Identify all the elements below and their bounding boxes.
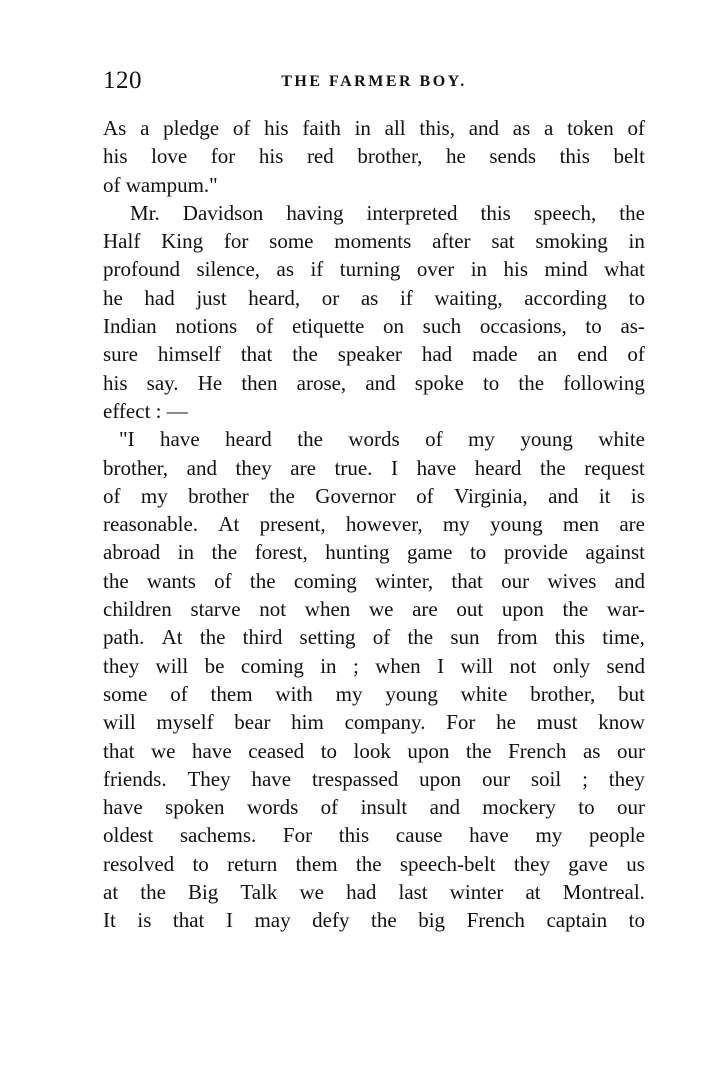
text-line: of wampum." xyxy=(103,172,218,197)
text-line: effect : — xyxy=(103,398,188,423)
text-line: they will be coming in ; when I will not only send xyxy=(103,653,645,678)
text-line: Mr. Davidson having interpreted this speech, the xyxy=(130,200,645,225)
text-line: profound silence, as if turning over in his mind what xyxy=(103,257,645,282)
text-line: of my brother the Governor of Virginia, and it is xyxy=(103,483,645,508)
text-line: his say. He then arose, and spoke to the following xyxy=(103,370,645,395)
text-line: resolved to return them the speech-belt they gave us xyxy=(103,851,645,876)
text-line: friends. They have trespassed upon our soil ; they xyxy=(103,766,645,791)
text-line: path. At the third setting of the sun from this time, xyxy=(103,625,645,650)
text-line: oldest sachems. For this cause have my people xyxy=(103,823,645,848)
text-line: abroad in the forest, hunting game to provide against xyxy=(103,540,645,565)
text-line: Indian notions of etiquette on such occasions, to as- xyxy=(103,314,645,339)
text-line: his love for his red brother, he sends this belt xyxy=(103,144,645,169)
page-number: 120 xyxy=(103,67,142,94)
text-line: "I have heard the words of my young white xyxy=(119,427,645,452)
text-line: Half King for some moments after sat smoking in xyxy=(103,229,645,254)
text-line: reasonable. At present, however, my young men are xyxy=(103,512,645,537)
running-head: THE FARMER BOY. xyxy=(281,73,467,90)
text-line: As a pledge of his faith in all this, and as a token of xyxy=(103,116,645,140)
text-line: brother, and they are true. I have heard the request xyxy=(103,455,645,480)
text-line: the wants of the coming winter, that our wives and xyxy=(103,568,645,593)
text-line: It is that I may defy the big French captain to xyxy=(103,908,645,933)
page-header xyxy=(103,66,645,96)
text-line: sure himself that the speaker had made an end of xyxy=(103,342,645,367)
text-line: some of them with my young white brother, but xyxy=(103,681,645,706)
body-text xyxy=(103,114,645,935)
text-line: that we have ceased to look upon the French as our xyxy=(103,738,645,763)
text-line: at the Big Talk we had last winter at Montreal. xyxy=(103,880,645,905)
text-line: will myself bear him company. For he must know xyxy=(103,710,645,735)
text-line: children starve not when we are out upon the war- xyxy=(103,597,645,622)
text-line: he had just heard, or as if waiting, according to xyxy=(103,285,645,310)
text-line: have spoken words of insult and mockery to our xyxy=(103,795,645,820)
